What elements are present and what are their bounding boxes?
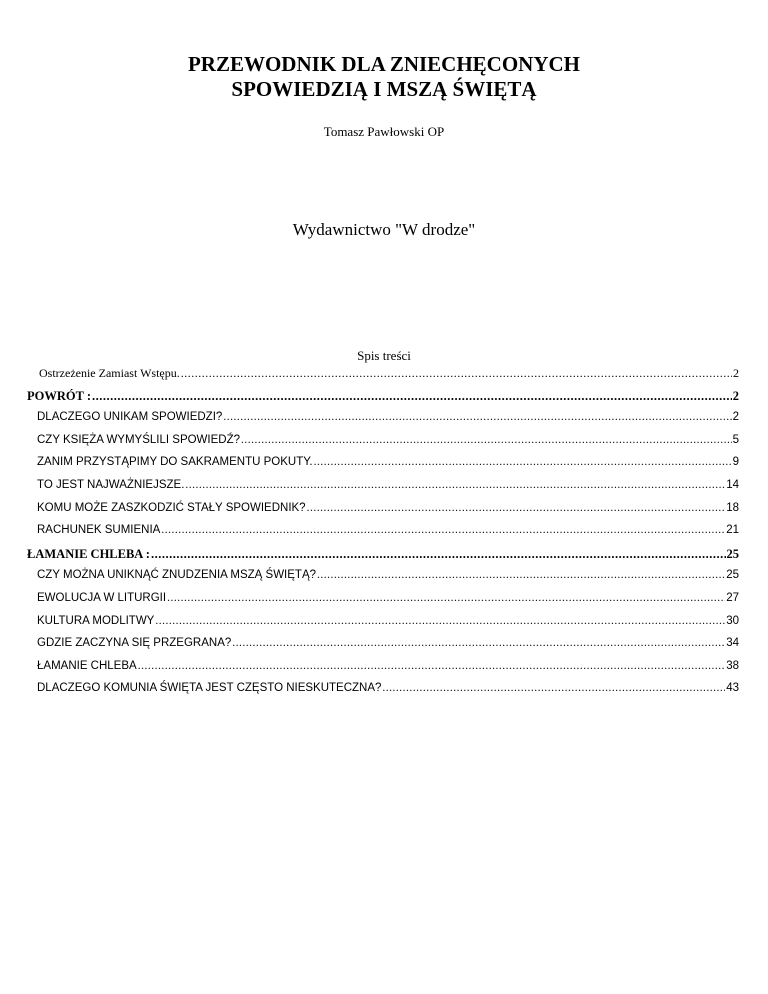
toc-entry-label: TO JEST NAJWAŻNIEJSZE. <box>37 478 185 491</box>
table-of-contents <box>27 366 739 705</box>
toc-leader-dots <box>138 660 726 672</box>
toc-entry-page-number: 18 <box>726 501 739 514</box>
toc-entry[interactable] <box>27 547 739 570</box>
document-author: Tomasz Pawłowski OP <box>323 124 445 139</box>
toc-entry[interactable] <box>27 682 739 705</box>
toc-leader-dots <box>92 389 732 404</box>
toc-entry-label: KULTURA MODLITWY <box>37 614 155 627</box>
toc-leader-dots <box>223 411 731 423</box>
toc-leader-dots <box>232 637 725 649</box>
toc-entry[interactable] <box>27 524 739 547</box>
toc-leader-dots <box>151 547 726 562</box>
toc-entry-label: GDZIE ZACZYNA SIĘ PRZEGRANA? <box>37 637 232 650</box>
toc-entry[interactable] <box>27 434 739 457</box>
toc-leader-dots <box>307 502 726 514</box>
toc-entry-page-number: 43 <box>726 682 739 695</box>
toc-entry-label: ŁAMANIE CHLEBA <box>37 659 137 672</box>
toc-leader-dots <box>181 366 732 381</box>
toc-leader-dots <box>185 479 725 491</box>
toc-leader-dots <box>161 524 725 536</box>
toc-entry-page-number: 21 <box>726 524 739 537</box>
toc-entry-label: RACHUNEK SUMIENIA <box>37 524 161 537</box>
toc-entry-label: CZY KSIĘŻA WYMYŚLILI SPOWIEDŹ? <box>37 433 241 446</box>
toc-entry-page-number: 27 <box>726 591 739 604</box>
toc-heading: Spis treści <box>357 348 411 363</box>
toc-entry-label: EWOLUCJA W LITURGII <box>37 591 167 604</box>
document-publisher: Wydawnictwo "W drodze" <box>292 220 476 239</box>
document-title-line-1: PRZEWODNIK DLA ZNIECHĘCONYCH <box>187 52 581 76</box>
toc-entry-label: CZY MOŻNA UNIKNĄĆ ZNUDZENIA MSZĄ ŚWIĘTĄ? <box>37 569 317 582</box>
toc-entry[interactable] <box>27 502 739 525</box>
toc-entry-page-number: 2 <box>732 411 739 424</box>
toc-entry-page-number: 38 <box>726 659 739 672</box>
toc-entry[interactable] <box>27 479 739 502</box>
toc-entry-page-number: 34 <box>726 637 739 650</box>
toc-entry-page-number: 5 <box>732 433 739 446</box>
toc-entry[interactable] <box>27 456 739 479</box>
toc-entry[interactable] <box>27 637 739 660</box>
toc-entry-page-number: 2 <box>733 366 739 380</box>
toc-entry-page-number: 2 <box>732 388 739 403</box>
toc-leader-dots <box>241 434 732 446</box>
toc-entry-page-number: 14 <box>726 478 739 491</box>
toc-entry[interactable] <box>27 411 739 434</box>
toc-entry-page-number: 25 <box>726 546 739 561</box>
toc-entry[interactable] <box>27 615 739 638</box>
toc-leader-dots <box>167 592 725 604</box>
toc-leader-dots <box>382 682 725 694</box>
toc-entry[interactable] <box>27 660 739 683</box>
toc-entry-label: POWRÓT : <box>27 388 92 403</box>
toc-entry-label: ZANIM PRZYSTĄPIMY DO SAKRAMENTU POKUTY. <box>37 456 313 469</box>
toc-entry-label: Ostrzeżenie Zamiast Wstępu. <box>39 366 180 380</box>
toc-entry-label: DLACZEGO UNIKAM SPOWIEDZI? <box>37 411 223 424</box>
document-title-line-2: SPOWIEDZIĄ I MSZĄ ŚWIĘTĄ <box>231 77 537 101</box>
toc-entry[interactable] <box>27 366 739 389</box>
toc-entry-page-number: 25 <box>726 569 739 582</box>
toc-entry-label: ŁAMANIE CHLEBA : <box>27 546 150 561</box>
toc-leader-dots <box>317 569 725 581</box>
toc-entry[interactable] <box>27 389 739 412</box>
toc-entry-page-number: 9 <box>732 456 739 469</box>
toc-leader-dots <box>314 456 732 468</box>
toc-entry-page-number: 30 <box>726 614 739 627</box>
toc-entry-label: DLACZEGO KOMUNIA ŚWIĘTA JEST CZĘSTO NIESKUTECZNA? <box>37 682 382 695</box>
toc-entry[interactable] <box>27 569 739 592</box>
document-title <box>0 52 768 102</box>
toc-entry[interactable] <box>27 592 739 615</box>
toc-entry-label: KOMU MOŻE ZASZKODZIĆ STAŁY SPOWIEDNIK? <box>37 501 306 514</box>
toc-leader-dots <box>155 615 725 627</box>
